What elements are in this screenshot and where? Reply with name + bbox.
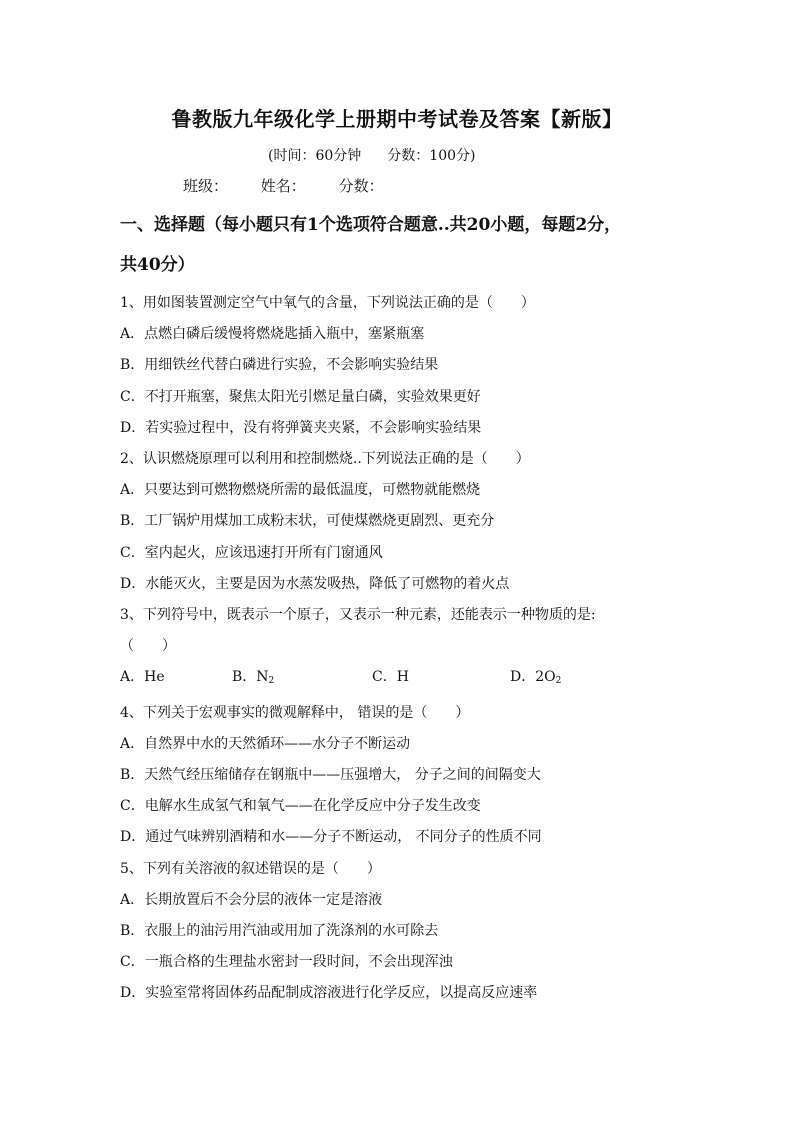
question-1-option-a: A．点燃白磷后缓慢将燃烧匙插入瓶中，塞紧瓶塞 — [120, 326, 425, 343]
total-score: 分数：100分) — [387, 148, 476, 164]
time-limit: (时间：60分钟 — [268, 148, 362, 164]
section-heading-line1: 一、选择题（每小题只有1个选项符合题意..共20小题，每题2分， — [120, 215, 622, 235]
question-4-option-d: D．通过气味辨别酒精和水——分子不断运动， 不同分子的性质不同 — [120, 829, 542, 846]
question-2-option-b: B．工厂锅炉用煤加工成粉末状，可使煤燃烧更剧烈、更充分 — [120, 513, 495, 530]
student-info — [183, 175, 384, 196]
question-4-stem: 4、下列关于宏观事实的微观解释中， 错误的是（ ） — [120, 704, 470, 721]
question-2-option-c: C．室内起火，应该迅速打开所有门窗通风 — [120, 544, 383, 561]
question-3-stem: 3、下列符号中，既表示一个原子，又表示一种元素，还能表示一种物质的是: — [120, 607, 596, 624]
section-heading — [120, 205, 680, 285]
question-4-option-b: B．天然气经压缩储存在钢瓶中——压强增大， 分子之间的间隔变大 — [120, 767, 541, 784]
name-label: 姓名： — [260, 177, 306, 195]
question-1-option-d: D．若实验过程中，没有将弹簧夹夹紧，不会影响实验结果 — [120, 419, 482, 436]
question-2-stem: 2、认识燃烧原理可以利用和控制燃烧..下列说法正确的是（ ） — [120, 451, 530, 468]
question-1-option-b: B．用细铁丝代替白磷进行实验，不会影响实验结果 — [120, 357, 439, 374]
question-3-options — [120, 662, 680, 697]
question-3-option-b: B．$N_2$ — [232, 669, 275, 687]
page-title: 鲁教版九年级化学上册期中考试卷及答案【新版】 — [171, 107, 623, 131]
question-3-option-d: D．$2O_2$ — [510, 669, 562, 687]
question-1-option-c: C．不打开瓶塞，聚焦太阳光引燃足量白磷，实验效果更好 — [120, 388, 481, 405]
question-3-option-a: A．He — [120, 669, 165, 686]
question-3-paren: （ ） — [120, 638, 176, 655]
question-5-option-c: C．一瓶合格的生理盐水密封一段时间，不会出现浑浊 — [120, 954, 453, 971]
score-label: 分数： — [338, 177, 384, 195]
question-5-option-d: D．实验室常将固体药品配制成溶液进行化学反应，以提高反应速率 — [120, 985, 538, 1002]
question-2-option-a: A．只要达到可燃物燃烧所需的最低温度，可燃物就能燃烧 — [120, 482, 481, 499]
question-1-stem: 1、用如图装置测定空气中氧气的含量，下列说法正确的是（ ） — [120, 295, 535, 311]
exam-meta — [268, 145, 475, 165]
question-3-option-c: C．H — [372, 669, 409, 686]
question-2-option-d: D．水能灭火，主要是因为水蒸发吸热，降低了可燃物的着火点 — [120, 575, 510, 592]
question-5-option-a: A．长期放置后不会分层的液体一定是溶液 — [120, 891, 383, 908]
class-label: 班级： — [183, 177, 229, 195]
question-4-option-c: C．电解水生成氢气和氧气——在化学反应中分子发生改变 — [120, 798, 481, 815]
question-4-option-a: A．自然界中水的天然循环——水分子不断运动 — [120, 735, 411, 752]
question-5-stem: 5、下列有关溶液的叙述错误的是（ ） — [120, 860, 381, 877]
section-heading-line2: 共40分） — [120, 255, 195, 275]
question-list — [120, 288, 680, 1010]
question-5-option-b: B．衣服上的油污用汽油或用加了洗涤剂的水可除去 — [120, 923, 439, 940]
